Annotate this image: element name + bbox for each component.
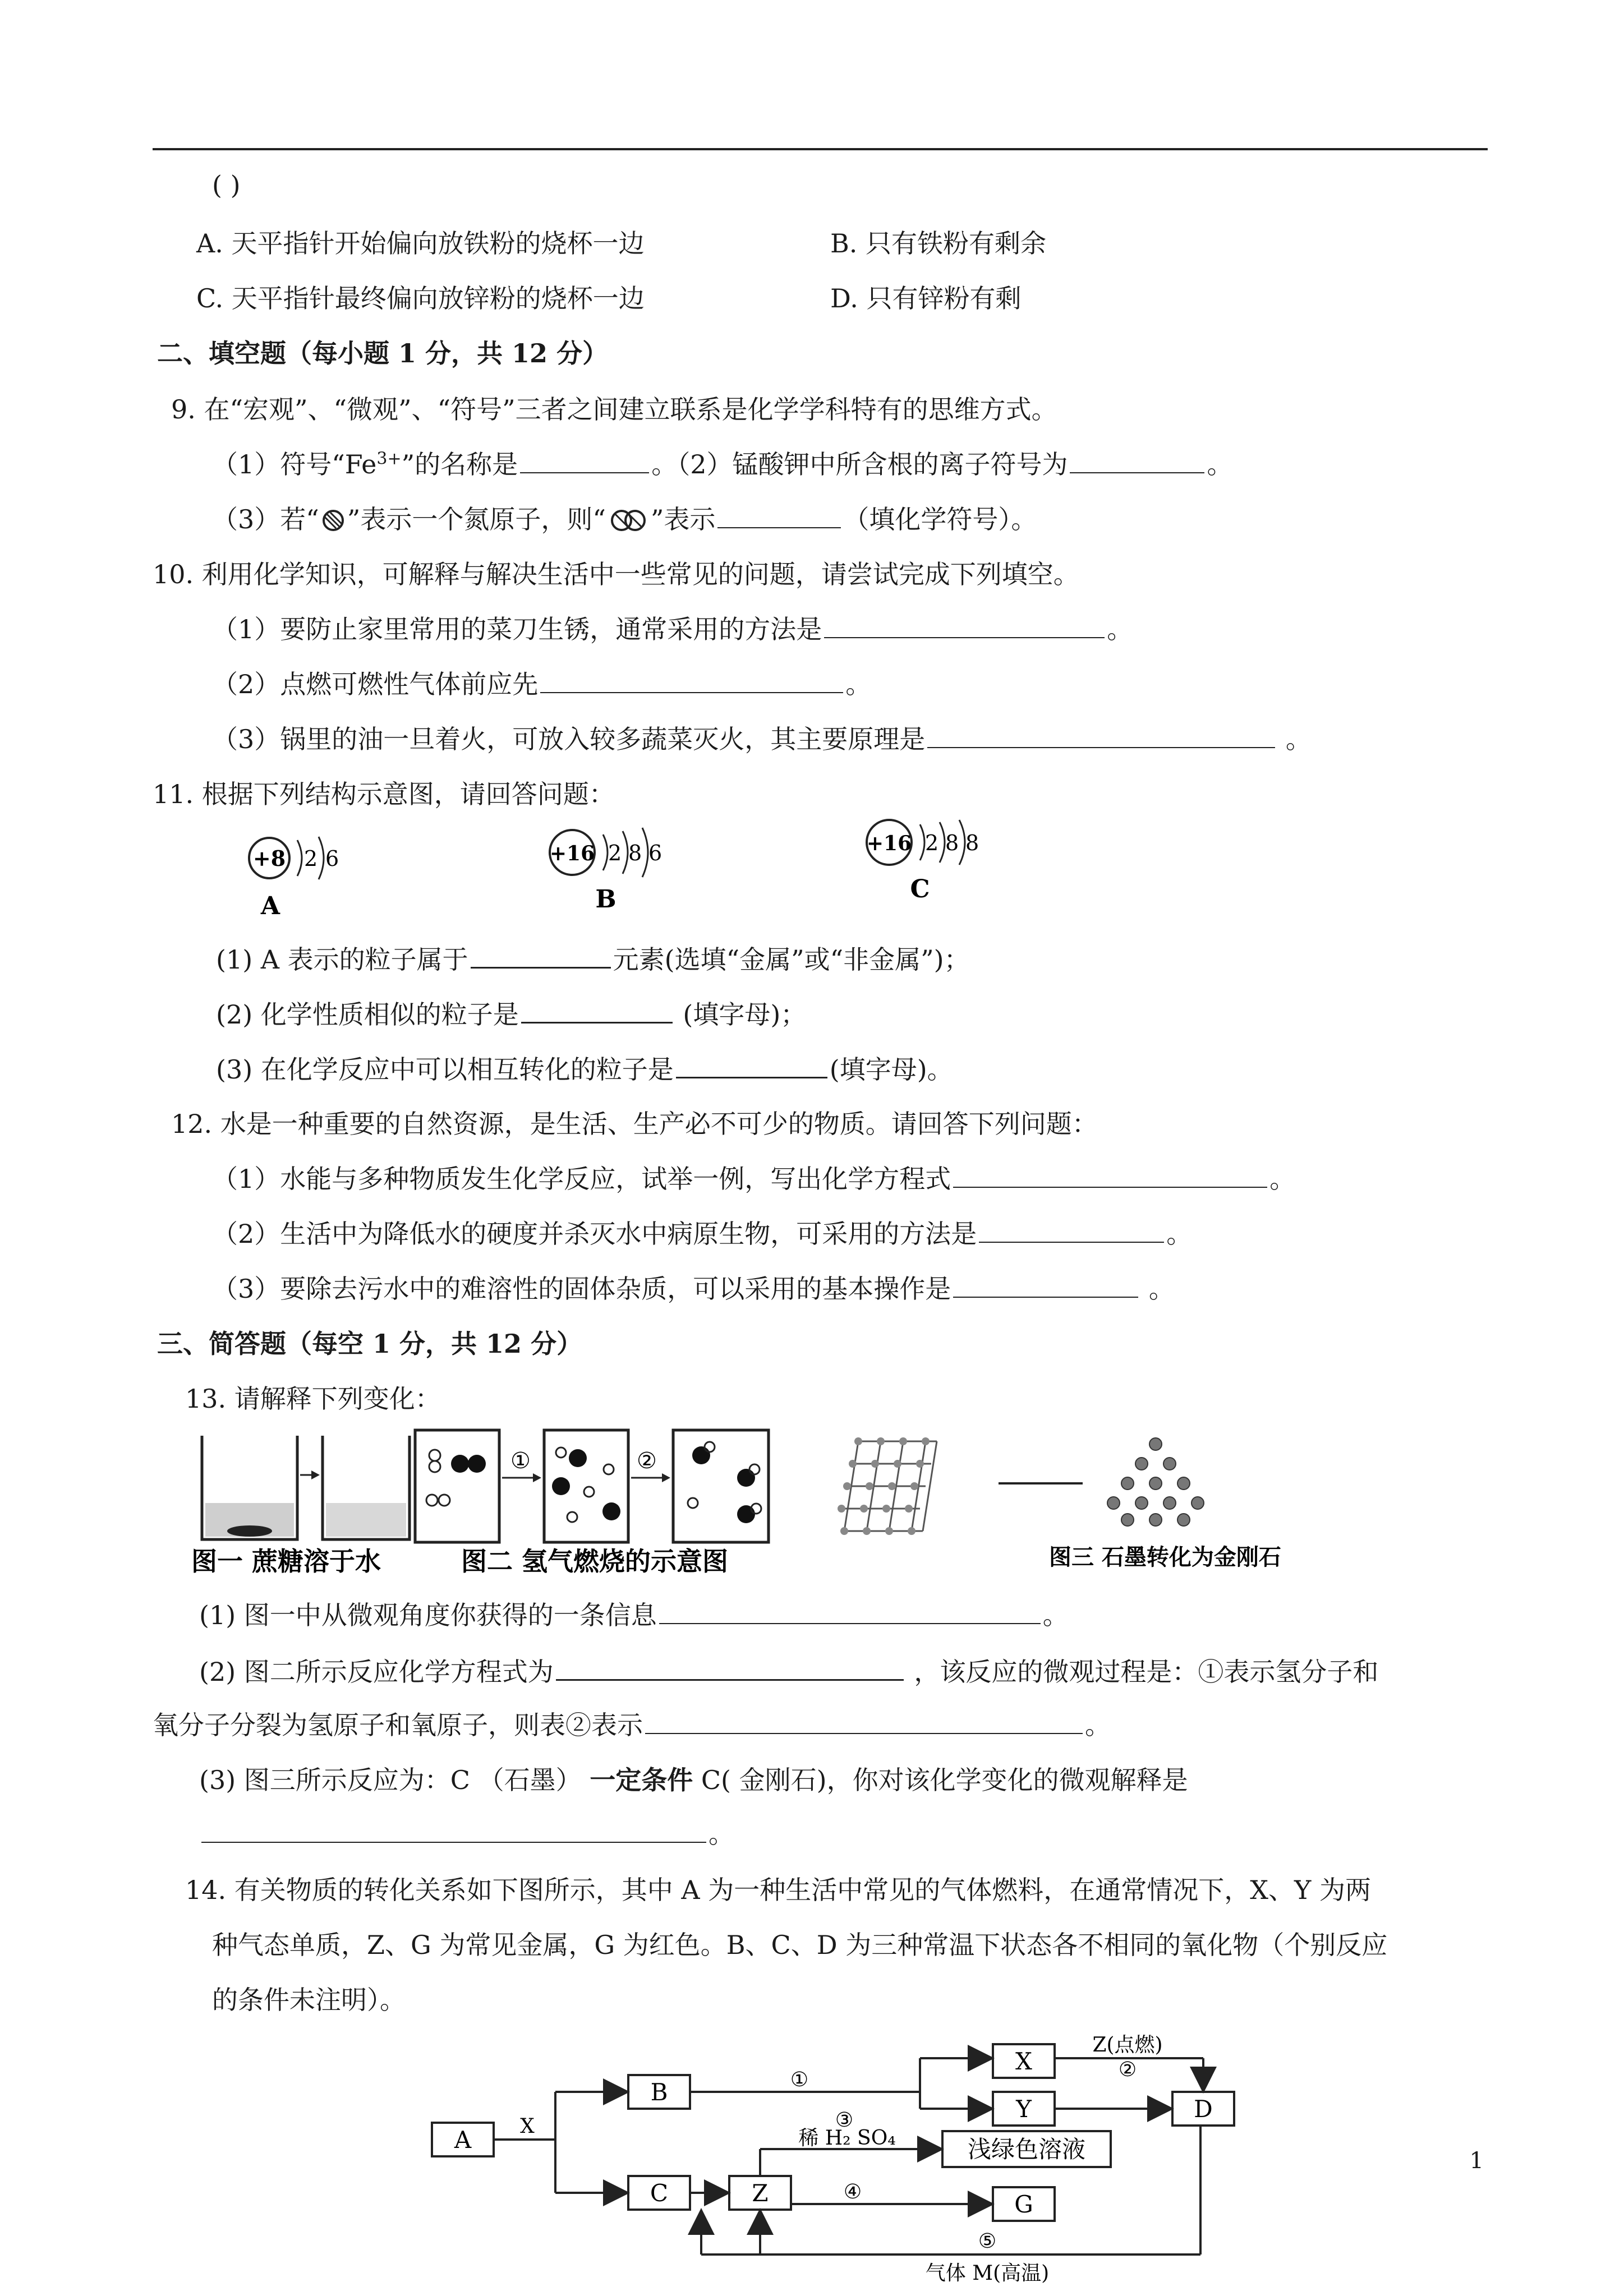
q9-part1: （1）符号“$Fe^{3+}$”的名称是 。（2）锰酸钾中所含根的离子符号为 。 [212, 448, 1232, 481]
section-3-title: 三、简答题（每空 1 分，共 12 分） [157, 1329, 583, 1359]
svg-text:6: 6 [648, 841, 663, 865]
svg-text:C: C [650, 2179, 669, 2207]
q11-blank-2[interactable] [521, 997, 673, 1023]
answer-paren: ( ) [212, 170, 241, 200]
atom-b-diagram [550, 828, 662, 914]
svg-text:图二 氢气燃烧的示意图: 图二 氢气燃烧的示意图 [461, 1546, 729, 1576]
svg-text:①: ① [510, 1448, 531, 1474]
figure-1-sugar-dissolving [191, 1436, 410, 1576]
q10-blank-3[interactable] [927, 722, 1275, 748]
svg-text:Y: Y [1016, 2095, 1032, 2123]
q11-blank-3[interactable] [676, 1052, 827, 1078]
svg-text:+8: +8 [252, 846, 286, 871]
q12-blank-3[interactable] [953, 1272, 1138, 1298]
svg-text:2: 2 [304, 846, 318, 871]
q14-transformation-diagram [426, 2025, 1268, 2288]
svg-text:C: C [910, 875, 930, 903]
q10-stem: 10. 利用化学知识，可解释与解决生活中一些常见的问题，请尝试完成下列填空。 [153, 559, 1079, 589]
q8-option-a: A. 天平指针开始偏向放铁粉的烧杯一边 [196, 228, 645, 259]
svg-text:8: 8 [628, 841, 642, 865]
svg-text:8: 8 [965, 831, 979, 855]
section-2-title: 二、填空题（每小题 1 分，共 12 分） [157, 338, 609, 368]
q12-blank-2[interactable] [979, 1217, 1164, 1243]
svg-text:G: G [1014, 2191, 1033, 2218]
svg-text:A: A [454, 2126, 472, 2154]
atom-a-diagram [249, 837, 339, 920]
svg-text:+16: +16 [866, 832, 912, 855]
svg-text:②: ② [637, 1448, 657, 1474]
atomic-structure-diagrams [236, 824, 1021, 925]
svg-text:⑤: ⑤ [978, 2230, 997, 2253]
q8-option-c: C. 天平指针最终偏向放锌粉的烧杯一边 [196, 283, 645, 313]
q13-part2-cont: 氧分子分裂为氢原子和氧原子，则表②表示 。 [153, 1708, 1111, 1742]
figure-2-hydrogen-combustion [415, 1430, 769, 1576]
page-number: 1 [1469, 2148, 1484, 2174]
svg-text:8: 8 [945, 831, 959, 855]
q10-blank-2[interactable] [540, 667, 843, 693]
q12-part1: （1）水能与多种物质发生化学反应，试举一例，写出化学方程式 。 [212, 1162, 1295, 1196]
svg-text:2: 2 [925, 831, 939, 855]
svg-text:X: X [520, 2115, 535, 2138]
svg-text:B: B [595, 885, 617, 914]
q10-part3: （3）锅里的油一旦着火，可放入较多蔬菜灭火，其主要原理是 。 [212, 722, 1312, 756]
svg-text:稀 H₂ SO₄: 稀 H₂ SO₄ [798, 2127, 896, 2150]
svg-text:X: X [1015, 2048, 1032, 2075]
q13-blank-1[interactable] [659, 1598, 1041, 1624]
svg-text:③: ③ [835, 2109, 854, 2132]
q9-stem: 9. 在“宏观”、“微观”、“符号”三者之间建立联系是化学学科特有的思维方式。 [171, 394, 1057, 425]
svg-text:D: D [1194, 2095, 1213, 2123]
q11-part1: (1) A 表示的粒子属于 元素(选填“金属”或“非金属”)； [216, 942, 970, 976]
svg-text:④: ④ [843, 2180, 862, 2203]
q13-part1: (1) 图一中从微观角度你获得的一条信息 。 [199, 1598, 1069, 1632]
svg-text:Z: Z [752, 2179, 769, 2207]
svg-text:图三 石墨转化为金刚石: 图三 石墨转化为金刚石 [1049, 1544, 1281, 1570]
svg-text:浅绿色溶液: 浅绿色溶液 [967, 2136, 1086, 2163]
atom-c-diagram [867, 820, 979, 903]
svg-text:6: 6 [325, 846, 339, 871]
q11-blank-1[interactable] [471, 942, 611, 969]
q12-part2: （2）生活中为降低水的硬度并杀灭水中病原生物，可采用的方法是 。 [212, 1217, 1192, 1251]
q14-stem-line1: 14. 有关物质的转化关系如下图所示，其中 A 为一种生活中常见的气体燃料，在通常情况下，X、Y 为两 [185, 1875, 1371, 1905]
q10-blank-1[interactable] [824, 612, 1105, 638]
q12-part3: （3）要除去污水中的难溶性的固体杂质，可以采用的基本操作是 。 [212, 1272, 1175, 1306]
q11-stem: 11. 根据下列结构示意图，请回答问题： [153, 779, 615, 809]
q9-blank-2[interactable] [1070, 448, 1204, 473]
q13-blank-4[interactable] [201, 1817, 706, 1843]
svg-text:+16: +16 [549, 842, 595, 865]
svg-text:B: B [650, 2078, 668, 2106]
q9-blank-3[interactable] [717, 502, 841, 528]
q8-option-b: B. 只有铁粉有剩余 [830, 228, 1047, 259]
figure-3-graphite-to-diamond [838, 1437, 1281, 1570]
q11-part2: (2) 化学性质相似的粒子是 (填字母)； [216, 997, 806, 1031]
q14-stem-line3: 的条件未注明）。 [212, 1985, 406, 2015]
q13-blank-2[interactable] [556, 1654, 904, 1681]
q13-part2: (2) 图二所示反应化学方程式为 ，该反应的微观过程是：①表示氢分子和 [199, 1654, 1378, 1689]
q8-option-d: D. 只有锌粉有剩 [830, 283, 1022, 313]
svg-text:②: ② [1118, 2058, 1137, 2081]
header-rule [153, 148, 1488, 150]
q11-part3: (3) 在化学反应中可以相互转化的粒子是 (填字母)。 [216, 1052, 953, 1086]
q14-stem-line2: 种气态单质，Z、G 为常见金属，G 为红色。B、C、D 为三种常温下状态各不相同的氧化物（个别反应 [212, 1930, 1388, 1960]
svg-text:①: ① [790, 2068, 809, 2091]
nitrogen-molecule-icon [606, 508, 651, 533]
q10-part2: （2）点燃可燃性气体前应先 。 [212, 667, 871, 701]
svg-text:A: A [260, 892, 280, 920]
q13-figures [185, 1424, 1281, 1576]
q13-part3: (3) 图三所示反应为：C （石墨） 一定条件 C( 金刚石)，你对该化学变化的微观解释是 [199, 1765, 1188, 1795]
q13-stem: 13. 请解释下列变化： [185, 1384, 441, 1414]
svg-text:图一 蔗糖溶于水: 图一 蔗糖溶于水 [191, 1546, 381, 1576]
q9-blank-1[interactable] [520, 448, 649, 473]
q10-part1: （1）要防止家里常用的菜刀生锈，通常采用的方法是 。 [212, 612, 1133, 646]
svg-text:2: 2 [608, 841, 622, 865]
q12-stem: 12. 水是一种重要的自然资源，是生活、生产必不可少的物质。请回答下列问题： [171, 1109, 1098, 1139]
svg-text:Z(点燃): Z(点燃) [1092, 2034, 1163, 2057]
q12-blank-1[interactable] [953, 1162, 1267, 1188]
svg-text:气体 M(高温): 气体 M(高温) [925, 2262, 1050, 2285]
q13-part3-cont: 。 [199, 1817, 734, 1851]
q9-part3: （3）若“ ”表示一个氮原子，则“ ”表示 （填化学符号）。 [212, 502, 1037, 536]
q13-blank-3[interactable] [645, 1708, 1083, 1734]
nitrogen-atom-icon [319, 508, 347, 533]
